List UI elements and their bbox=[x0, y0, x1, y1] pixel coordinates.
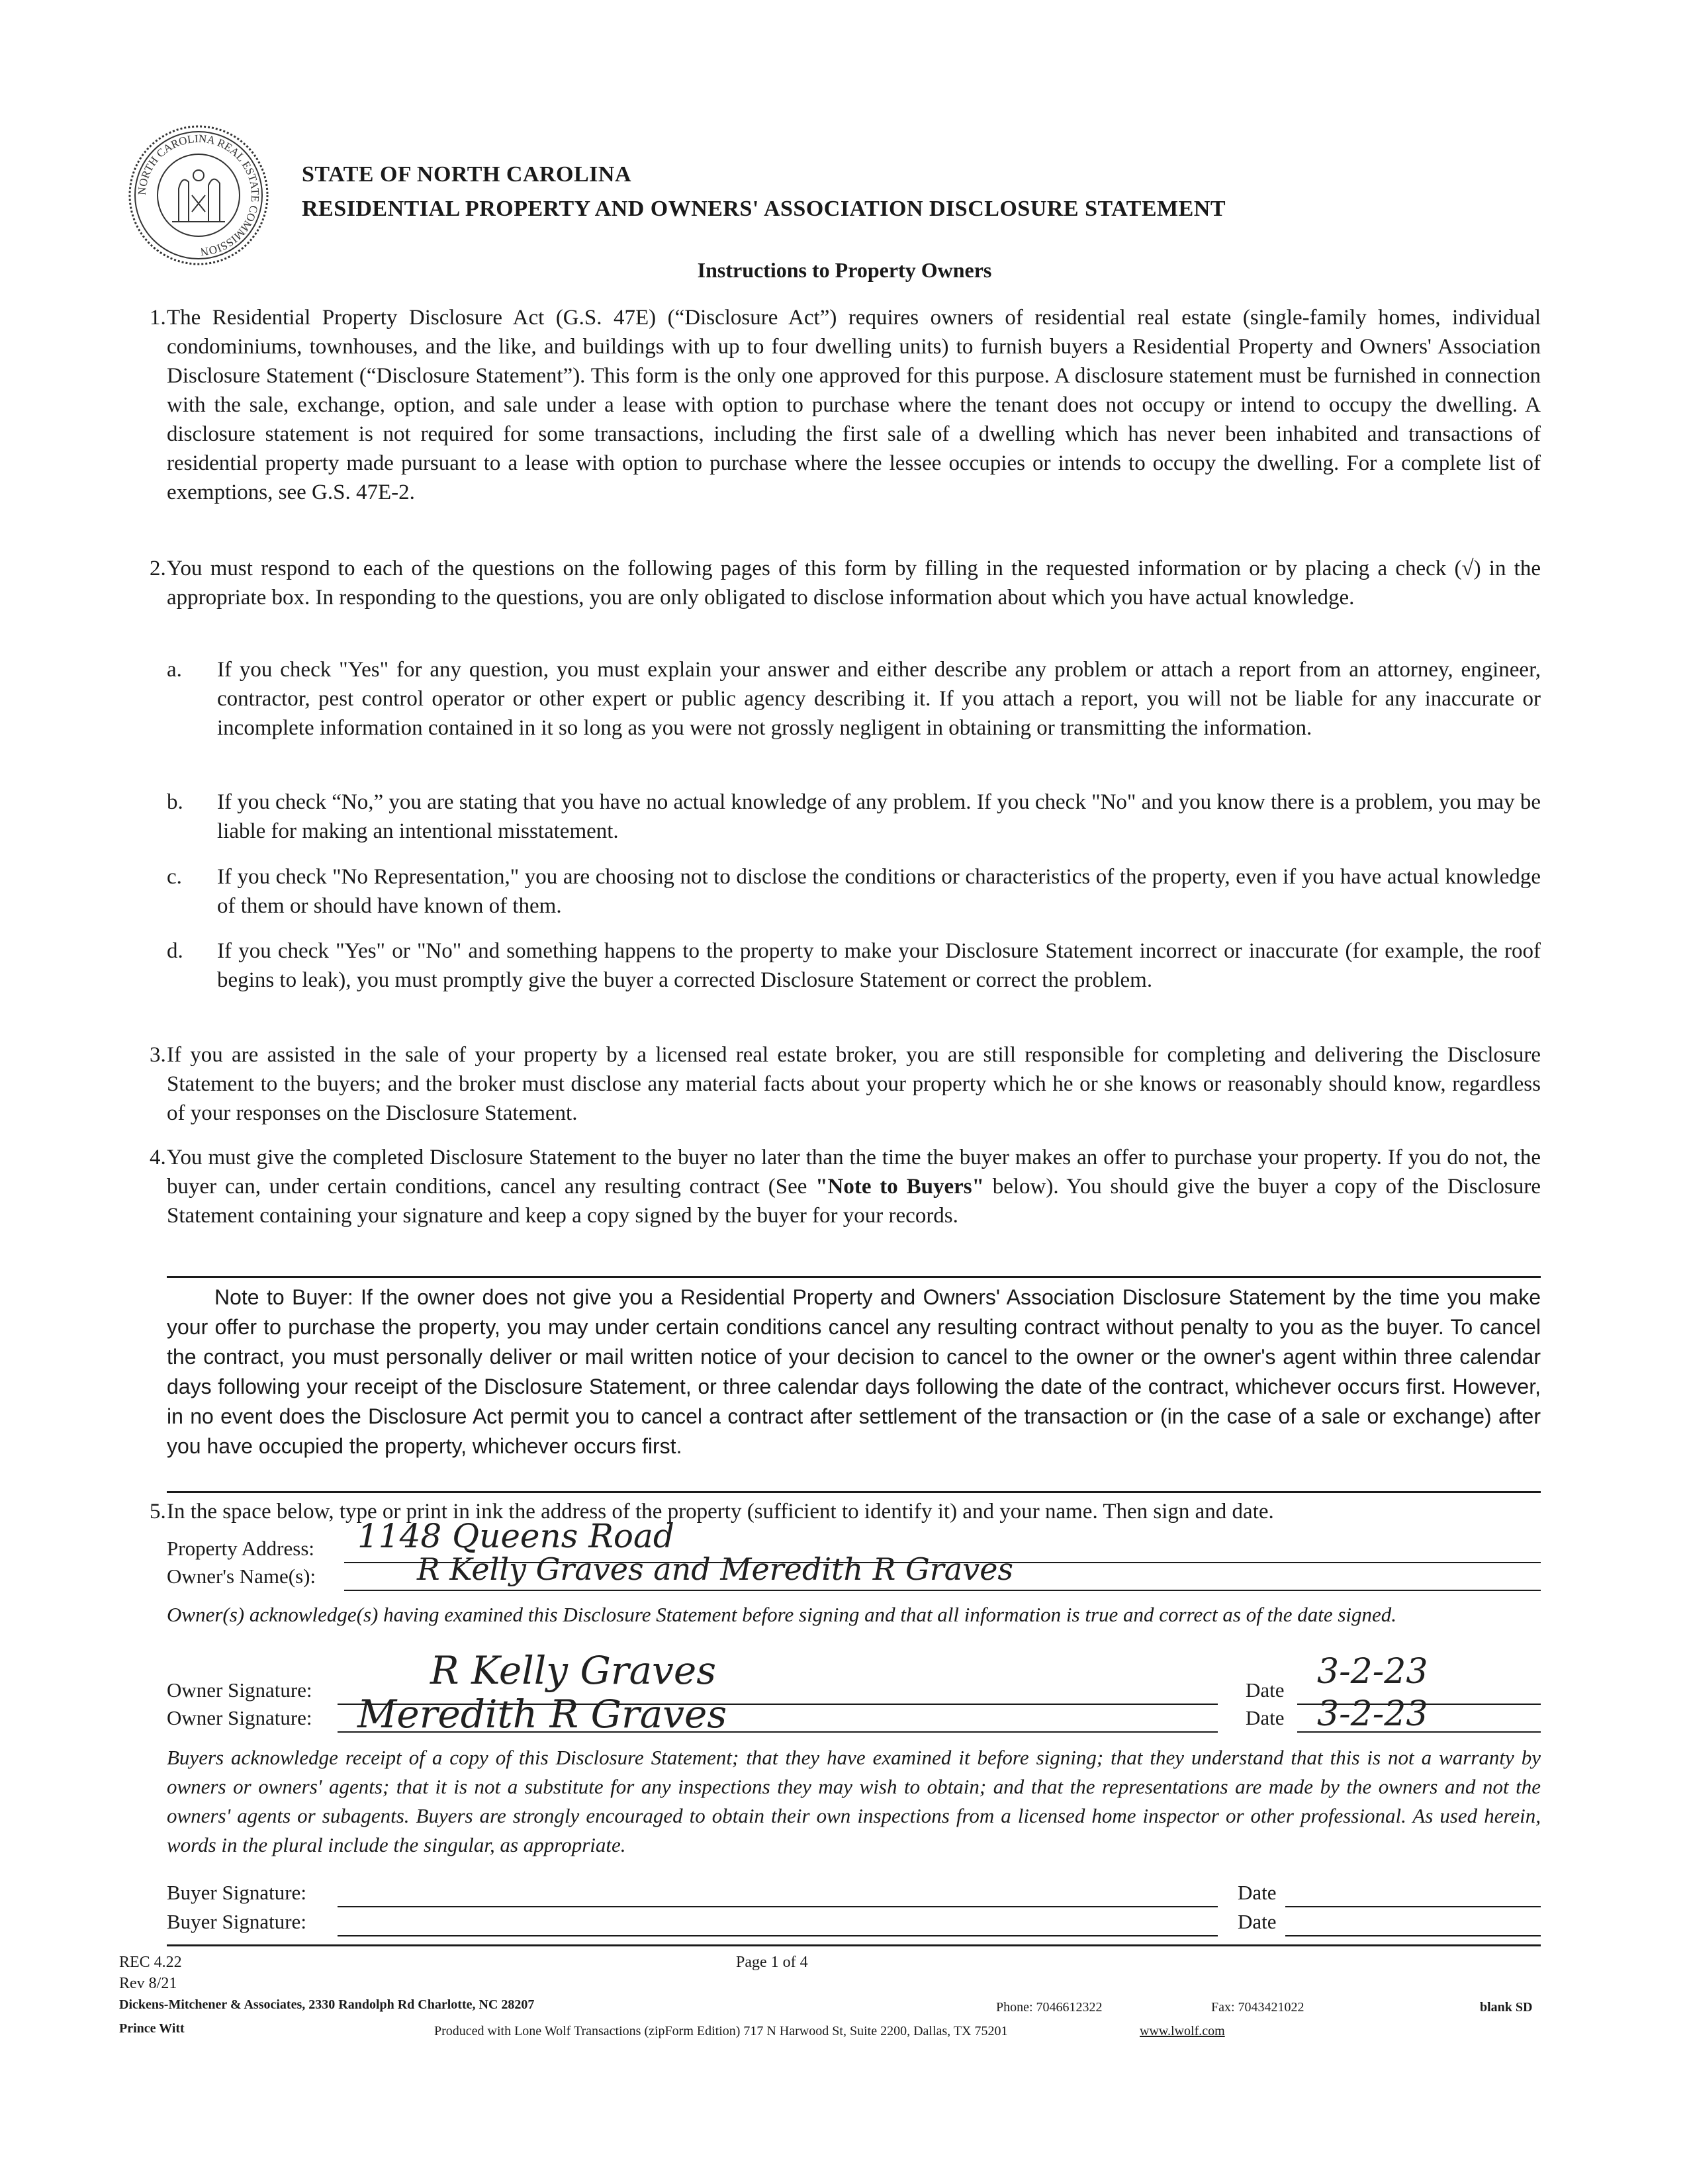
owner-signature-label: Owner Signature: bbox=[167, 1678, 312, 1702]
instructions-heading: Instructions to Property Owners bbox=[697, 258, 992, 282]
owner-date-2[interactable]: 3-2-23 bbox=[1317, 1694, 1428, 1734]
instruction-item-5: In the space below, type or print in ink the address of the property (sufficient to identify it) and your name. Then sign and date. bbox=[167, 1500, 1274, 1524]
subitem-letter: c. bbox=[167, 865, 182, 889]
broker-phone: Phone: 7046612322 bbox=[996, 2000, 1103, 2015]
instruction-subitem-a: If you check "Yes" for any question, you must explain your answer and either describe any problem or attach a report from an attorney, engineer, contractor, pest control operator or other expert or public agency describing it. If you attach a report, you will not be liable for any inaccurate or incomplete information contained in it so long as you were not grossly negligent in obtaining or transmitting the information. bbox=[217, 658, 1541, 740]
agent-name: Prince Witt bbox=[119, 2021, 185, 2036]
item-number: 4. bbox=[150, 1146, 166, 1169]
item-number: 2. bbox=[150, 557, 166, 580]
property-address-label: Property Address: bbox=[167, 1537, 315, 1560]
subitem-letter: b. bbox=[167, 790, 183, 814]
date-label: Date bbox=[1238, 1881, 1277, 1904]
date-label: Date bbox=[1246, 1678, 1285, 1702]
note-to-buyer: Note to Buyer: If the owner does not give you a Residential Property and Owners' Association Disclosure Statement by the time you make your offer to purchase the property, you may under certain conditions cancel any resulting contract without penalty to you as the buyer. To cancel the contract, you must personally deliver or mail written notice of your decision to cancel to the owner or the owner's agent within three calendar days following your receipt of the Disclosure Statement, or three calendar days following the date of the contract, whichever occurs first. However, in no event does the Disclosure Act permit you to cancel a contract after settlement of the transaction or (in the case of a sale or exchange) after you have occupied the property, whichever occurs first. bbox=[167, 1285, 1541, 1458]
owner-names-line bbox=[344, 1590, 1541, 1591]
seal-ring-text: NORTH CAROLINA REAL ESTATE COMMISSION bbox=[135, 132, 262, 259]
instruction-item-1: The Residential Property Disclosure Act (G.S. 47E) (“Disclosure Act”) requires owners of residential real estate (single-family homes, individual condominiums, townhouses, and the like, and buildings with up to four dwelling units) to furnish buyers a Residential Property and Owners' Association Disclosure Statement (“Disclosure Statement”). This form is the only one approved for this purpose. A disclosure statement must be furnished in connection with the sale, exchange, option, and sale under a lease with option to purchase where the tenant does not occupy or intend to occupy the dwelling. A disclosure statement is not required for some transactions, including the first sale of a dwelling which has never been inhabited and transactions of residential property made pursuant to a lease with option to purchase where the lessee occupies or intends to occupy the dwelling. For a complete list of exemptions, see G.S. 47E-2. bbox=[167, 306, 1541, 504]
instruction-item-3: If you are assisted in the sale of your property by a licensed real estate broker, you are still responsible for completing and delivering the Disclosure Statement to the buyers; and the broker must disclose any material facts about your property which he or she knows or reasonably should know, regardless of your responses on the Disclosure Statement. bbox=[167, 1043, 1541, 1125]
form-name: blank SD bbox=[1480, 2000, 1533, 2015]
date-label: Date bbox=[1246, 1706, 1285, 1729]
form-bottom-rule bbox=[167, 1944, 1541, 1946]
note-to-buyers-reference: "Note to Buyers" bbox=[815, 1175, 984, 1199]
note-bottom-rule bbox=[167, 1491, 1541, 1493]
owner-names-label: Owner's Name(s): bbox=[167, 1565, 316, 1588]
buyer-signature-line[interactable] bbox=[338, 1906, 1218, 1907]
owner-acknowledgment: Owner(s) acknowledge(s) having examined this Disclosure Statement before signing and that all information is true and correct as of the date signed. bbox=[167, 1603, 1397, 1626]
date-line[interactable] bbox=[1285, 1906, 1541, 1907]
item-number: 3. bbox=[150, 1043, 166, 1067]
owner-signature-2[interactable]: Meredith R Graves bbox=[357, 1692, 727, 1737]
commission-seal bbox=[126, 122, 271, 268]
form-revision: Rev 8/21 bbox=[119, 1975, 177, 1992]
buyer-acknowledgment: Buyers acknowledge receipt of a copy of this Disclosure Statement; that they have examined it before signing; that they understand that this is not a warranty by owners or owners' agents; that it is not a substitute for any inspections they may wish to obtain; and that the representations are made by the owners and not the owners' agents or subagents. Buyers are strongly encouraged to obtain their own inspections from a licensed home inspector or other professional. As used herein, words in the plural include the singular, as appropriate. bbox=[167, 1746, 1541, 1856]
produced-with: Produced with Lone Wolf Transactions (zipForm Edition) 717 N Harwood St, Suite 2200, Dallas, TX 75201 bbox=[434, 2024, 1008, 2038]
buyer-signature-label: Buyer Signature: bbox=[167, 1910, 306, 1933]
owner-signature-1[interactable]: R Kelly Graves bbox=[430, 1648, 716, 1693]
instruction-subitem-b: If you check “No,” you are stating that you have no actual knowledge of any problem. If you check "No" and you know there is a problem, you may be liable for making an intentional misstatement. bbox=[217, 790, 1541, 843]
page-number: Page 1 of 4 bbox=[736, 1954, 808, 1971]
owner-names-value[interactable]: R Kelly Graves and Meredith R Graves bbox=[417, 1551, 1014, 1587]
instruction-subitem-d: If you check "Yes" or "No" and something happens to the property to make your Disclosure Statement incorrect or inaccurate (for example, the roof begins to leak), you must promptly give the buyer a corrected Disclosure Statement or correct the problem. bbox=[217, 939, 1541, 992]
subitem-letter: a. bbox=[167, 658, 182, 682]
property-address-value[interactable]: 1148 Queens Road bbox=[357, 1517, 674, 1555]
buyer-signature-label: Buyer Signature: bbox=[167, 1881, 306, 1904]
instruction-item-2: You must respond to each of the questions on the following pages of this form by filling in the requested information or by placing a check (√) in the appropriate box. In responding to the questions, you are only obligated to disclose information about which you have actual knowledge. bbox=[167, 557, 1541, 610]
broker-company: Dickens-Mitchener & Associates, 2330 Randolph Rd Charlotte, NC 28207 bbox=[119, 1997, 535, 2012]
form-id: REC 4.22 bbox=[119, 1954, 182, 1971]
seal-icon bbox=[126, 122, 271, 268]
broker-fax: Fax: 7043421022 bbox=[1211, 2000, 1304, 2015]
date-label: Date bbox=[1238, 1910, 1277, 1933]
page-title-form: RESIDENTIAL PROPERTY AND OWNERS' ASSOCIATION DISCLOSURE STATEMENT bbox=[302, 197, 1226, 221]
item-number: 5. bbox=[150, 1500, 166, 1524]
date-line[interactable] bbox=[1285, 1935, 1541, 1936]
item-4-text-part: below). You should give the buyer a copy of the Disclosure Statement containing your signature and keep a copy signed by the buyer for your records. bbox=[167, 1175, 1541, 1228]
instruction-item-4 bbox=[167, 1143, 1541, 1230]
note-top-rule bbox=[167, 1276, 1541, 1278]
owner-signature-label: Owner Signature: bbox=[167, 1706, 312, 1729]
buyer-signature-line[interactable] bbox=[338, 1935, 1218, 1936]
page-title-state: STATE OF NORTH CAROLINA bbox=[302, 162, 632, 187]
instruction-subitem-c: If you check "No Representation," you are choosing not to disclose the conditions or characteristics of the property, even if you have actual knowledge of them or should have known of them. bbox=[217, 865, 1541, 918]
owner-date-1[interactable]: 3-2-23 bbox=[1317, 1652, 1428, 1692]
svg-text:NORTH CAROLINA REAL ESTATE COM bbox=[136, 132, 261, 258]
subitem-letter: d. bbox=[167, 939, 183, 963]
item-number: 1. bbox=[150, 306, 166, 330]
lone-wolf-link[interactable]: www.lwolf.com bbox=[1140, 2024, 1225, 2038]
item-4-text-part: You must give the completed Disclosure Statement to the buyer no later than the time the buyer makes an offer to purchase your property. If you do not, the buyer can, under certain conditions, cancel any resulting contract (See bbox=[167, 1146, 1541, 1199]
